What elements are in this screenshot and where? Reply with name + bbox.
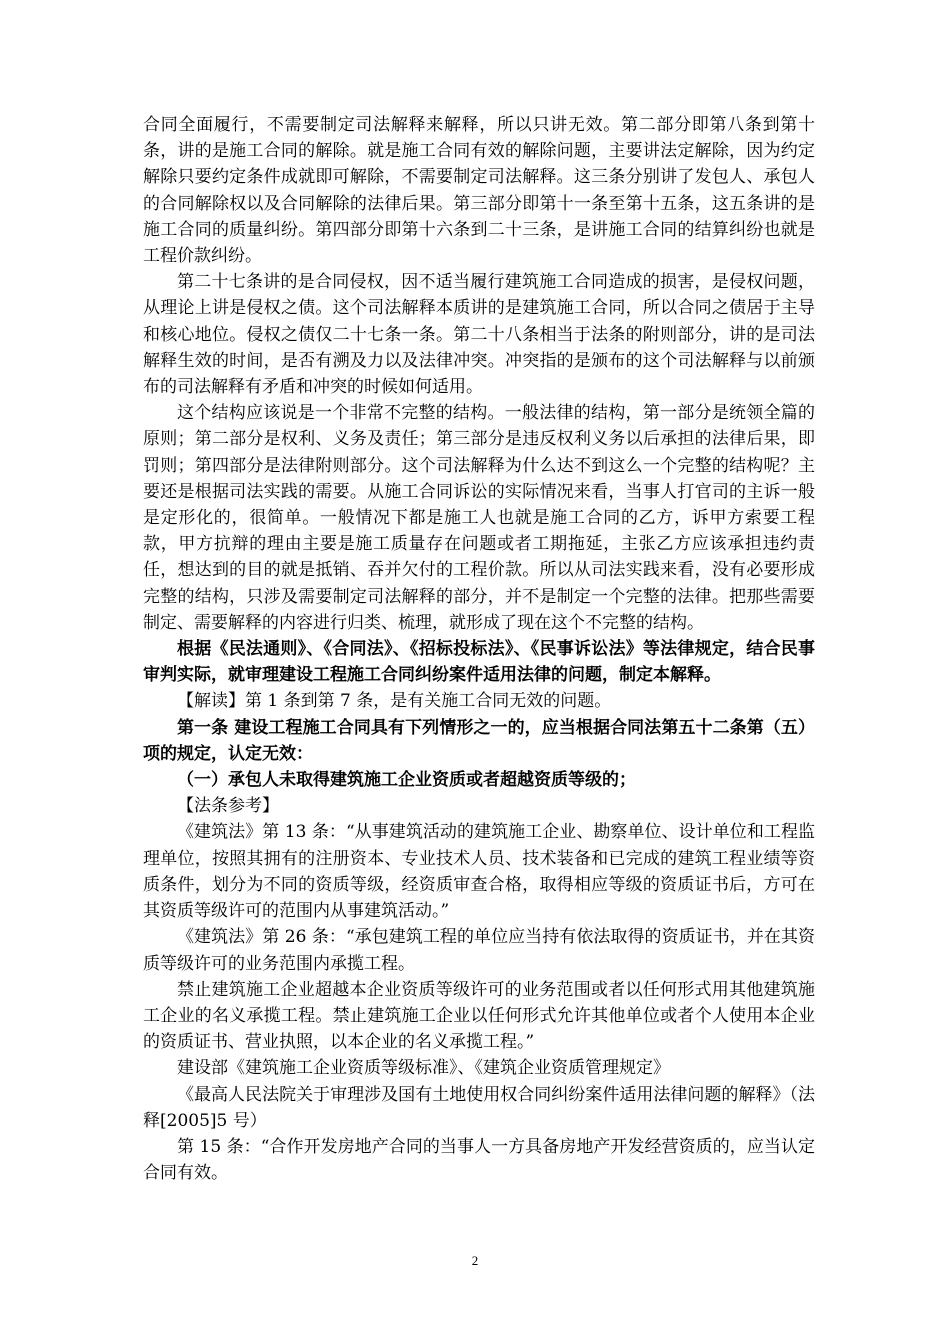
paragraph-article-27: 第二十七条讲的是合同侵权，因不适当履行建筑施工合同造成的损害，是侵权问题，从理论上讲是侵权之债。这个司法解释本质讲的是建筑施工合同，所以合同之债居于主导和核心地位。侵权之债仅二十七条一条。第二十八条相当于法条的附则部分，讲的是司法解释生效的时间，是否有溯及力以及法律冲突。冲突指的是颁布的这个司法解释与以前颁布的司法解释有矛盾和冲突的时候如何适用。 <box>143 272 815 398</box>
paragraph-article-1-item-1: （一）承包人未取得建筑施工企业资质或者超越资质等级的； <box>177 770 636 791</box>
paragraph-interpretation: 【解读】第 1 条到第 7 条，是有关施工合同无效的问题。 <box>177 691 612 712</box>
paragraph-structure: 这个结构应该说是一个非常不完整的结构。一般法律的结构，第一部分是统领全篇的原则；第二部分是权利、义务及责任；第三部分是违反权利义务以后承担的法律后果，即罚则；第四部分是法律附则部分。这个司法解释为什么达不到这么一个完整的结构呢？主要还是根据司法实践的需要。从施工合同诉讼的实际情况来看，当事人打官司的主诉一般是定形化的，很简单。一般情况下都是施工人也就是施工合同的乙方，诉甲方索要工程款，甲方抗辩的理由主要是施工质量存在问题或者工期拖延，主张乙方应该承担违约责任，想达到的目的就是抵销、吞并欠付的工程价款。所以从司法实践来看，没有必要形成完整的结构，只涉及需要制定司法解释的部分，并不是制定一个完整的法律。把那些需要制定、需要解释的内容进行归类、梳理，就形成了现在这个不完整的结构。 <box>143 403 815 633</box>
paragraph-supreme-court-interpretation: 《最高人民法院关于审理涉及国有土地使用权合同纠纷案件适用法律问题的解释》（法释[2005]5 号） <box>143 1084 815 1131</box>
paragraph-construction-law-13: 《建筑法》第 13 条：“从事建筑活动的建筑施工企业、勘察单位、设计单位和工程监理单位，按照其拥有的注册资本、专业技术人员、技术装备和已完成的建筑工程业绩等资质条件，划分为不同的资质等级，经资质审查合格，取得相应等级的资质证书后，方可在其资质等级许可的范围内从事建筑活动。” <box>143 822 815 922</box>
paragraph-article-1: 第一条 建设工程施工合同具有下列情形之一的，应当根据合同法第五十二条第（五）项的规定，认定无效： <box>143 717 815 764</box>
page-number: 2 <box>471 1253 479 1268</box>
paragraph-ministry-standards: 建设部《建筑施工企业资质等级标准》、《建筑企业资质管理规定》 <box>177 1058 670 1079</box>
document-body <box>143 112 815 1186</box>
paragraph-reference-heading: 【法条参考】 <box>177 796 279 817</box>
paragraph-article-15: 第 15 条：“合作开发房地产合同的当事人一方具备房地产开发经营资质的，应当认定合同有效。 <box>143 1136 815 1184</box>
paragraph-prohibition: 禁止建筑施工企业超越本企业资质等级许可的业务范围或者以任何形式用其他建筑施工企业的名义承揽工程。禁止建筑施工企业以任何形式允许其他单位或者个人使用本企业的资质证书、营业执照，以本企业的名义承揽工程。” <box>143 979 815 1053</box>
paragraph-preamble: 根据《民法通则》、《合同法》、《招标投标法》、《民事诉讼法》等法律规定，结合民事审判实际，就审理建设工程施工合同纠纷案件适用法律的问题，制定本解释。 <box>143 639 815 686</box>
paragraph-construction-law-26: 《建筑法》第 26 条：“承包建筑工程的单位应当持有依法取得的资质证书，并在其资质等级许可的业务范围内承揽工程。 <box>143 927 815 974</box>
paragraph-continuation: 合同全面履行，不需要制定司法解释来解释，所以只讲无效。第二部分即第八条到第十条，讲的是施工合同的解除。就是施工合同有效的解除问题，主要讲法定解除，因为约定解除只要约定条件成就即可解除，不需要制定司法解释。这三条分别讲了发包人、承包人的合同解除权以及合同解除的法律后果。第三部分即第十一条至第十五条，这五条讲的是施工合同的质量纠纷。第四部分即第十六条到二十三条，是讲施工合同的结算纠纷也就是工程价款纠纷。 <box>143 115 815 267</box>
